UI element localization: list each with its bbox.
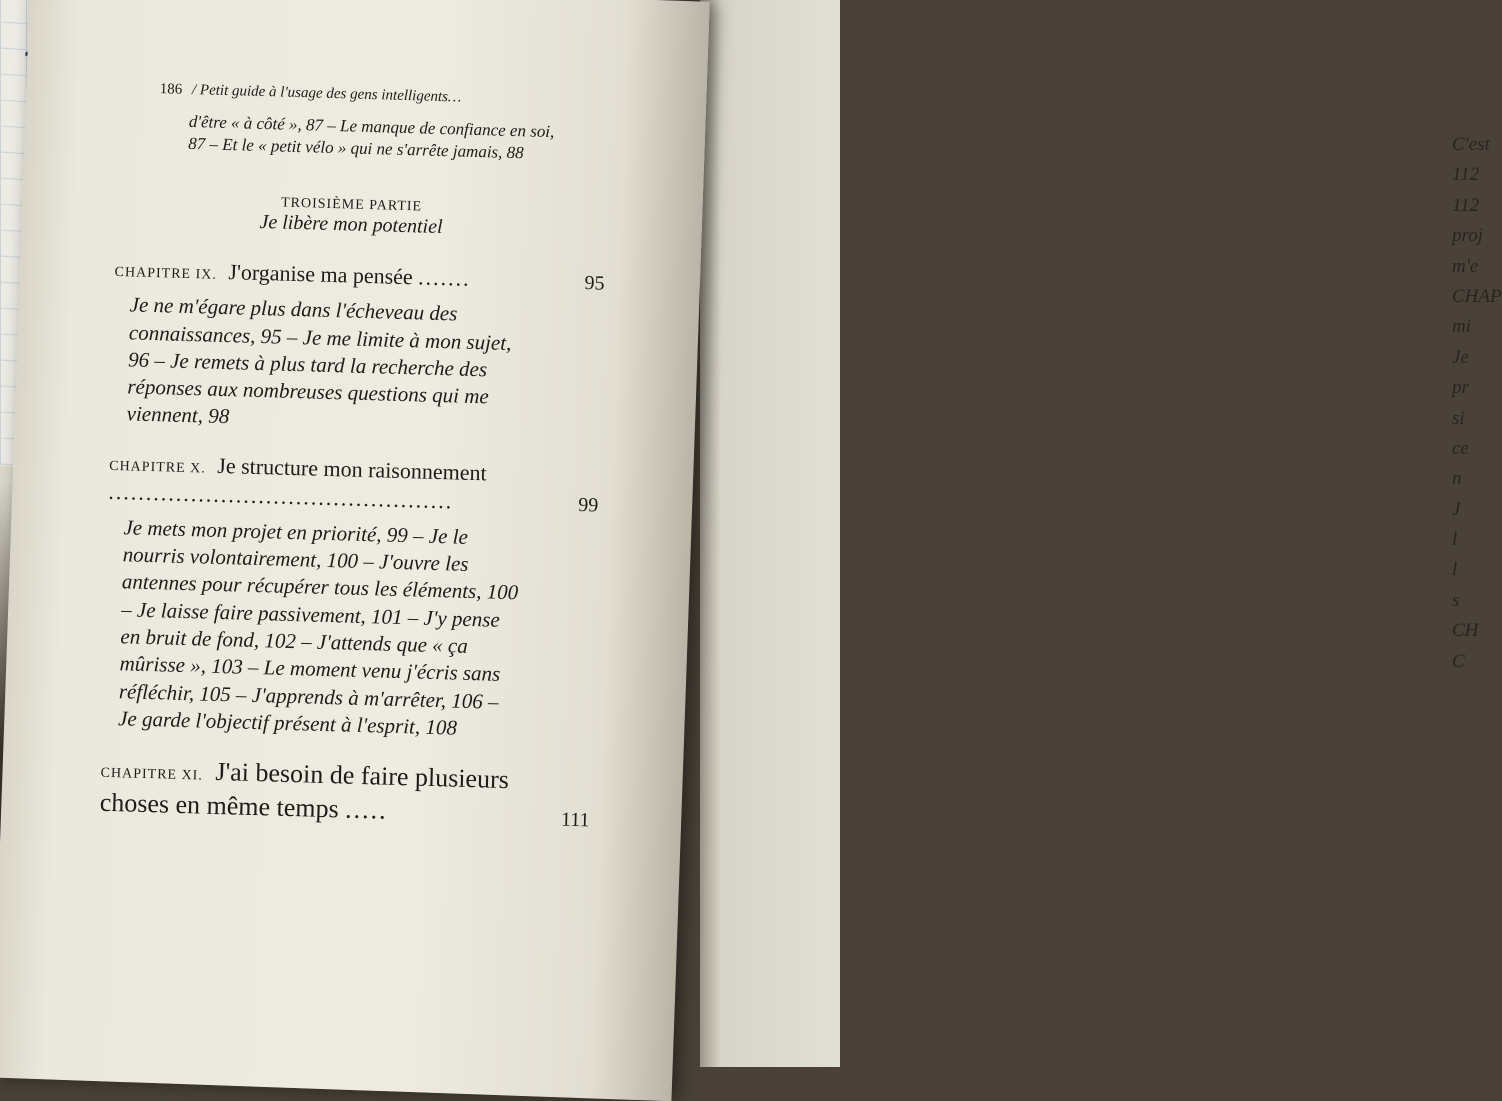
facing-fragment: m'e	[1452, 255, 1479, 277]
facing-fragment: J	[1452, 498, 1461, 520]
chapter-entry	[99, 752, 590, 832]
chapter-description: Je mets mon projet en priorité, 99 – Je le nourris volontairement, 100 – J'ouvre les antennes pour récupérer tous les éléments, 100 – Je laisse faire passivement, 101 – J'y pense en bruit de fond, 102 – J'attends que « ça mûrisse », 103 – Le moment venu j'écris sans réfléchir, 105 – J'apprends à m'arrêter, 106 – Je garde l'objectif présent à l'esprit, 108	[117, 515, 519, 740]
facing-fragment: 112	[1452, 194, 1480, 216]
chapter-page: 99	[577, 494, 599, 517]
part-subtitle: Je libère mon potentiel	[259, 211, 443, 239]
part-label: TROISIÈME PARTIE	[280, 195, 423, 215]
chapter-title: Je structure mon raisonnement	[216, 452, 488, 486]
facing-fragment: Je	[1452, 346, 1469, 368]
facing-fragment: n	[1452, 468, 1462, 490]
facing-fragment: pr	[1452, 377, 1469, 399]
chapter-title: J'ai besoin de faire plusieurs choses en même temps	[99, 757, 510, 824]
facing-fragment: mi	[1452, 316, 1471, 338]
chapter-label: CHAPITRE IX.	[114, 265, 218, 283]
leader-dots: .....	[344, 795, 389, 826]
facing-page-fragments	[1452, 130, 1502, 677]
facing-fragment: 112	[1452, 164, 1480, 186]
facing-fragment: ce	[1452, 437, 1469, 459]
part-heading	[116, 191, 587, 243]
facing-fragment: CH	[1452, 620, 1479, 642]
facing-fragment: CHAP	[1452, 285, 1502, 307]
facing-page	[700, 0, 1502, 1067]
facing-fragment: s	[1452, 589, 1460, 611]
table-of-contents	[99, 80, 605, 840]
chapter-label: CHAPITRE XI.	[100, 765, 204, 784]
chapter-entry	[108, 448, 599, 518]
chapter-page: 111	[560, 808, 590, 832]
running-title: / Petit guide à l'usage des gens intelligents…	[191, 82, 462, 106]
chapter-label: CHAPITRE X.	[109, 458, 206, 477]
facing-fragment: l	[1452, 559, 1458, 581]
chapter-title: J'organise ma pensée	[228, 259, 414, 290]
chapter-page: 95	[584, 271, 605, 295]
facing-fragment: C'est	[1452, 134, 1490, 155]
facing-fragment: proj	[1452, 225, 1483, 247]
chapter-description: Je ne m'égare plus dans l'écheveau des connaissances, 95 – Je me limite à mon sujet, 96 – Je remets à plus tard la recherche des réponses aux nombreuses questions qui me viennent, 98	[126, 292, 512, 429]
facing-fragment: si	[1452, 407, 1465, 429]
facing-fragment: C	[1452, 650, 1465, 672]
facing-fragment: l	[1452, 529, 1458, 551]
leader-dots: ..............................................	[108, 478, 454, 514]
page-number: 186	[159, 81, 183, 98]
leader-dots: .......	[417, 264, 472, 292]
chapter-entry	[114, 254, 605, 295]
previous-entry: d'être « à côté », 87 – Le manque de confiance en soi, 87 – Et le « petit vélo » qui ne s'arrête jamais, 88	[187, 111, 555, 163]
